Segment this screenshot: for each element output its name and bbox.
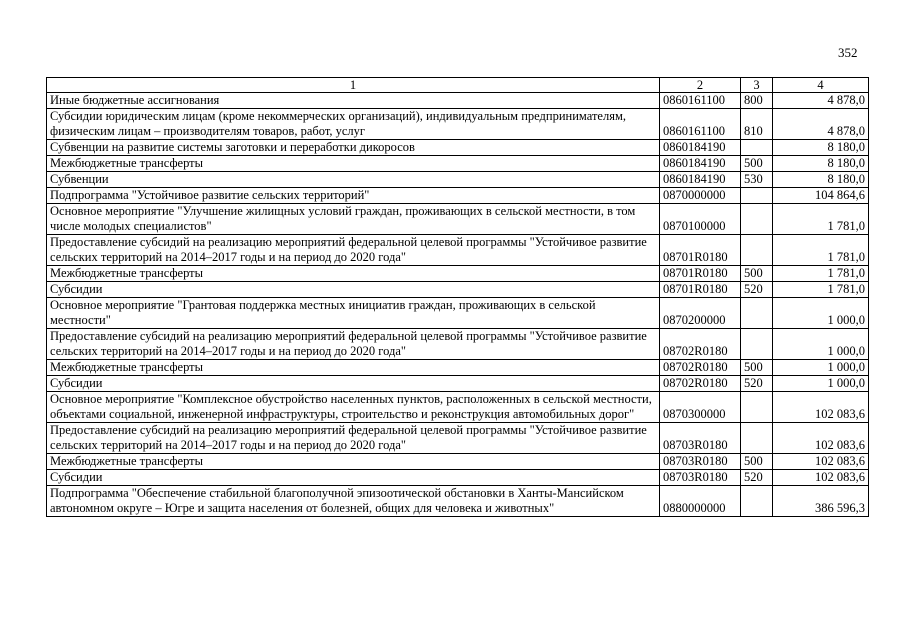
row-code-cell: 08701R0180 [660,282,741,298]
row-type-cell [741,423,773,454]
table-row [47,140,869,156]
table-row [47,376,869,392]
budget-table [46,77,869,517]
row-code-cell: 0860161100 [660,93,741,109]
row-sum-cell: 1 000,0 [773,329,869,360]
row-name-cell: Основное мероприятие "Улучшение жилищных условий граждан, проживающих в сельской местности, в том числе молодых специалистов" [47,204,660,235]
row-code-cell: 08703R0180 [660,454,741,470]
table-row [47,93,869,109]
header-code: 2 [660,78,741,93]
row-name-cell: Предоставление субсидий на реализацию мероприятий федеральной целевой программы "Устойчивое развитие сельских территорий на 2014–2017 годы и на период до 2020 года" [47,423,660,454]
table-row [47,156,869,172]
row-sum-cell: 1 781,0 [773,266,869,282]
header-row [47,78,869,93]
row-name-cell: Межбюджетные трансферты [47,266,660,282]
row-name-cell: Субсидии юридическим лицам (кроме некоммерческих организаций), индивидуальным предпринимателям, физическим лицам – производителям товаров, работ, услуг [47,109,660,140]
row-code-cell: 08702R0180 [660,360,741,376]
row-name-cell: Межбюджетные трансферты [47,454,660,470]
row-name-cell: Подпрограмма "Обеспечение стабильной благополучной эпизоотической обстановки в Ханты-Мансийском автономном округе – Югре и защита населения от болезней, общих для человека и животных" [47,486,660,517]
row-code-cell: 0860161100 [660,109,741,140]
table-row [47,486,869,517]
row-sum-cell: 102 083,6 [773,470,869,486]
row-code-cell: 0880000000 [660,486,741,517]
table-row [47,454,869,470]
row-name-cell: Субвенции на развитие системы заготовки и переработки дикоросов [47,140,660,156]
row-code-cell: 08701R0180 [660,235,741,266]
row-sum-cell: 102 083,6 [773,454,869,470]
row-name-cell: Межбюджетные трансферты [47,156,660,172]
row-name-cell: Основное мероприятие "Комплексное обустройство населенных пунктов, расположенных в сельской местности, объектами социальной, инженерной инфраструктуры, строительство и реконструкция автомобильных дорог" [47,392,660,423]
row-type-cell: 500 [741,360,773,376]
row-type-cell: 500 [741,156,773,172]
table-row [47,329,869,360]
table-row [47,423,869,454]
row-code-cell: 0860184190 [660,140,741,156]
row-sum-cell: 102 083,6 [773,423,869,454]
table-row [47,266,869,282]
table-row [47,188,869,204]
table-row [47,172,869,188]
header-type: 3 [741,78,773,93]
table-row [47,204,869,235]
row-sum-cell: 8 180,0 [773,156,869,172]
row-type-cell [741,188,773,204]
table-row [47,298,869,329]
row-sum-cell: 104 864,6 [773,188,869,204]
row-type-cell: 500 [741,266,773,282]
table-row [47,360,869,376]
row-code-cell: 0860184190 [660,172,741,188]
row-sum-cell: 4 878,0 [773,109,869,140]
row-name-cell: Предоставление субсидий на реализацию мероприятий федеральной целевой программы "Устойчивое развитие сельских территорий на 2014–2017 годы и на период до 2020 года" [47,235,660,266]
table-row [47,235,869,266]
row-sum-cell: 386 596,3 [773,486,869,517]
row-code-cell: 08702R0180 [660,376,741,392]
row-name-cell: Субсидии [47,376,660,392]
row-sum-cell: 4 878,0 [773,93,869,109]
row-sum-cell: 8 180,0 [773,172,869,188]
row-name-cell: Субвенции [47,172,660,188]
row-name-cell: Межбюджетные трансферты [47,360,660,376]
row-name-cell: Основное мероприятие "Грантовая поддержка местных инициатив граждан, проживающих в сельской местности" [47,298,660,329]
header-sum: 4 [773,78,869,93]
row-type-cell: 810 [741,109,773,140]
table-row [47,470,869,486]
row-code-cell: 08703R0180 [660,423,741,454]
row-code-cell: 08702R0180 [660,329,741,360]
table-row [47,392,869,423]
row-type-cell [741,329,773,360]
table-row [47,109,869,140]
row-sum-cell: 102 083,6 [773,392,869,423]
row-type-cell: 800 [741,93,773,109]
row-sum-cell: 1 781,0 [773,235,869,266]
row-code-cell: 0870300000 [660,392,741,423]
row-type-cell: 500 [741,454,773,470]
row-sum-cell: 1 000,0 [773,376,869,392]
row-name-cell: Субсидии [47,470,660,486]
row-code-cell: 0870100000 [660,204,741,235]
row-type-cell: 530 [741,172,773,188]
row-type-cell [741,235,773,266]
row-type-cell [741,298,773,329]
row-code-cell: 0870200000 [660,298,741,329]
row-sum-cell: 1 781,0 [773,282,869,298]
table-body [47,93,869,517]
row-sum-cell: 8 180,0 [773,140,869,156]
row-name-cell: Подпрограмма "Устойчивое развитие сельских территорий" [47,188,660,204]
row-name-cell: Субсидии [47,282,660,298]
row-type-cell: 520 [741,376,773,392]
row-type-cell [741,204,773,235]
row-name-cell: Иные бюджетные ассигнования [47,93,660,109]
row-sum-cell: 1 781,0 [773,204,869,235]
row-type-cell [741,140,773,156]
row-name-cell: Предоставление субсидий на реализацию мероприятий федеральной целевой программы "Устойчивое развитие сельских территорий на 2014–2017 годы и на период до 2020 года" [47,329,660,360]
row-code-cell: 08701R0180 [660,266,741,282]
row-sum-cell: 1 000,0 [773,298,869,329]
row-type-cell [741,392,773,423]
row-sum-cell: 1 000,0 [773,360,869,376]
page-number: 352 [838,45,858,60]
row-code-cell: 0870000000 [660,188,741,204]
row-type-cell: 520 [741,282,773,298]
table-row [47,282,869,298]
row-code-cell: 08703R0180 [660,470,741,486]
row-type-cell: 520 [741,470,773,486]
header-name: 1 [47,78,660,93]
row-type-cell [741,486,773,517]
row-code-cell: 0860184190 [660,156,741,172]
